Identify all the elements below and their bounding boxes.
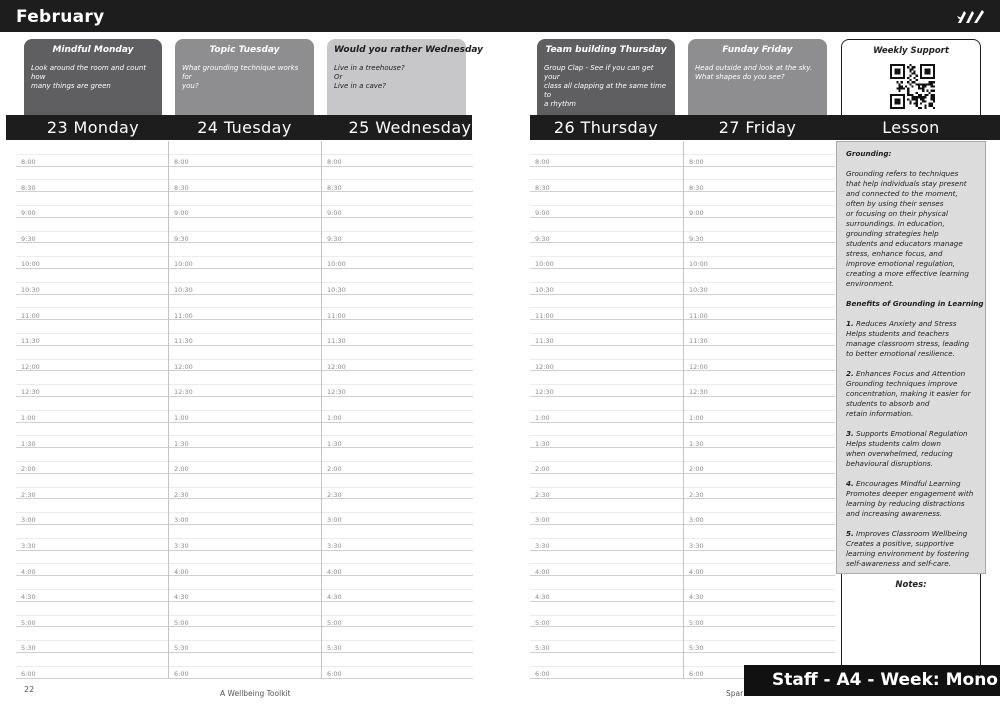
benefits-heading: Benefits of Grounding in Learning xyxy=(846,299,984,308)
time-slot-row[interactable] xyxy=(530,167,683,193)
time-slot-row[interactable] xyxy=(16,602,168,628)
time-label: 3:30 xyxy=(535,542,550,550)
time-slot-row[interactable] xyxy=(322,218,473,244)
time-label: 12:30 xyxy=(689,388,708,397)
time-slot-row[interactable] xyxy=(16,243,168,269)
footer-title-right: Spar xyxy=(726,689,744,698)
time-slot-row[interactable] xyxy=(530,602,683,628)
time-slot-row[interactable] xyxy=(322,371,473,397)
time-label: 8:30 xyxy=(21,183,36,192)
time-label: 5:00 xyxy=(689,618,704,627)
lesson-line: and connected to the moment, xyxy=(846,189,958,198)
time-slot-row[interactable] xyxy=(684,167,835,193)
time-slot-row[interactable] xyxy=(530,243,683,269)
prompt-title-friday: Funday Friday xyxy=(722,45,793,55)
time-label: 6:00 xyxy=(21,670,36,678)
time-slot-row[interactable] xyxy=(530,269,683,295)
time-slot-row[interactable] xyxy=(169,346,321,372)
benefit-title: 4. Encourages Mindful Learning xyxy=(846,479,961,488)
benefit-title: 5. Improves Classroom Wellbeing xyxy=(846,529,968,538)
prompt-line: you? xyxy=(182,82,199,90)
time-label: 3:00 xyxy=(327,516,342,525)
time-slot-row[interactable] xyxy=(684,474,835,500)
time-slot-row[interactable] xyxy=(530,423,683,449)
time-slot-row[interactable] xyxy=(169,192,321,218)
time-slot-row[interactable] xyxy=(530,346,683,372)
prompt-line: Group Clap - See if you can get your xyxy=(544,64,654,81)
lesson-line: improve emotional regulation, xyxy=(846,259,956,268)
time-label: 5:30 xyxy=(327,644,342,653)
benefit-line: when overwhelmed, reducing xyxy=(846,449,953,458)
time-label: 1:30 xyxy=(174,439,189,448)
time-label: 10:30 xyxy=(535,286,554,294)
time-label: 9:30 xyxy=(535,234,550,243)
benefit-line: self-awareness and self-care. xyxy=(846,559,951,568)
time-label: 8:00 xyxy=(174,158,189,166)
time-label: 2:00 xyxy=(535,465,550,474)
time-label: 3:30 xyxy=(327,542,342,550)
time-label: 5:00 xyxy=(21,618,36,627)
schedule-column-friday xyxy=(683,141,835,679)
benefit-line: learning by reducing distractions xyxy=(846,499,965,508)
time-label: 12:00 xyxy=(174,362,193,371)
day-label-thursday: 26 Thursday xyxy=(553,118,659,137)
lesson-line: environment. xyxy=(846,279,895,288)
benefit-line: manage classroom stress, leading xyxy=(846,339,970,348)
time-label: 9:30 xyxy=(21,234,36,243)
time-slot-row[interactable] xyxy=(169,371,321,397)
qr-code-icon[interactable] xyxy=(890,64,935,109)
time-label: 10:00 xyxy=(174,260,193,269)
time-slot-row[interactable] xyxy=(684,397,835,423)
time-slot-row[interactable] xyxy=(322,269,473,295)
prompt-card-tuesday xyxy=(175,39,314,115)
time-label: 12:00 xyxy=(535,362,554,371)
time-label: 2:00 xyxy=(21,465,36,474)
time-slot-row[interactable] xyxy=(322,141,473,167)
time-slot-row[interactable] xyxy=(169,525,321,551)
time-label: 9:00 xyxy=(174,209,189,218)
time-slot-row[interactable] xyxy=(322,474,473,500)
time-label: 6:00 xyxy=(689,670,704,678)
time-slot-row[interactable] xyxy=(530,551,683,577)
day-label-wednesday: 25 Wednesday xyxy=(348,118,472,137)
time-slot-row[interactable] xyxy=(16,346,168,372)
time-slot-row[interactable] xyxy=(684,141,835,167)
benefit-line: behavioural disruptions. xyxy=(846,459,933,468)
benefit-line: Helps students calm down xyxy=(846,439,941,448)
time-label: 6:00 xyxy=(327,670,342,678)
prompt-text-thursday xyxy=(544,64,668,109)
time-label: 9:30 xyxy=(689,234,704,243)
lesson-line: that help individuals stay present xyxy=(846,179,967,188)
time-label: 1:30 xyxy=(535,439,550,448)
notes-title: Notes: xyxy=(895,580,927,590)
lesson-line: grounding strategies help xyxy=(846,229,939,238)
time-slot-row[interactable] xyxy=(16,320,168,346)
time-label: 11:00 xyxy=(535,311,554,320)
prompt-text-tuesday xyxy=(182,64,307,91)
time-label: 5:30 xyxy=(174,644,189,653)
benefits-list xyxy=(846,309,976,569)
time-slot-row[interactable] xyxy=(530,141,683,167)
time-label: 1:00 xyxy=(21,414,36,422)
time-label: 9:30 xyxy=(174,234,189,243)
time-slot-row[interactable] xyxy=(684,525,835,551)
month-title: February xyxy=(16,7,105,27)
time-label: 11:30 xyxy=(535,337,554,346)
lesson-line: creating a more effective learning xyxy=(846,269,969,278)
time-label: 4:00 xyxy=(535,567,550,576)
time-label: 3:00 xyxy=(21,516,36,525)
time-label: 9:30 xyxy=(327,234,342,243)
time-label: 11:00 xyxy=(689,311,708,320)
time-slot-row[interactable] xyxy=(16,525,168,551)
time-label: 1:00 xyxy=(174,414,189,422)
edition-badge: Staff - A4 - Week: Mono xyxy=(744,665,1000,696)
time-slot-row[interactable] xyxy=(684,295,835,321)
time-slot-row[interactable] xyxy=(322,397,473,423)
benefit-line: Promotes deeper engagement with xyxy=(846,489,974,498)
time-label: 1:30 xyxy=(689,439,704,448)
time-label: 1:30 xyxy=(327,439,342,448)
time-label: 8:00 xyxy=(689,158,704,166)
time-label: 9:00 xyxy=(689,209,704,218)
spark-logo-icon xyxy=(956,8,986,26)
time-slot-row[interactable] xyxy=(169,474,321,500)
time-slot-row[interactable] xyxy=(322,423,473,449)
weekly-support-card xyxy=(841,39,981,115)
notes-box[interactable] xyxy=(841,574,981,679)
time-slot-row[interactable] xyxy=(684,218,835,244)
time-label: 11:00 xyxy=(174,311,193,320)
time-label: 4:00 xyxy=(21,567,36,576)
time-slot-row[interactable] xyxy=(169,499,321,525)
prompt-line: What grounding technique works for xyxy=(182,64,299,81)
time-label: 2:00 xyxy=(689,465,704,474)
benefit-line: Grounding techniques improve xyxy=(846,379,958,388)
prompt-text-friday xyxy=(695,64,820,82)
time-label: 10:30 xyxy=(174,286,193,294)
time-slot-row[interactable] xyxy=(16,576,168,602)
benefit-line: concentration, making it easier for xyxy=(846,389,971,398)
time-label: 10:30 xyxy=(21,286,40,294)
time-label: 12:30 xyxy=(21,388,40,397)
time-slot-row[interactable] xyxy=(16,397,168,423)
time-label: 8:00 xyxy=(535,158,550,166)
prompt-title-monday: Mindful Monday xyxy=(52,45,134,55)
prompt-title-tuesday: Topic Tuesday xyxy=(209,45,280,55)
prompt-line: Look around the room and count how xyxy=(31,64,147,81)
time-slot-row[interactable] xyxy=(16,474,168,500)
time-slot-row[interactable] xyxy=(684,576,835,602)
time-slot-row[interactable] xyxy=(16,448,168,474)
time-label: 12:30 xyxy=(535,388,554,397)
time-label: 11:30 xyxy=(174,337,193,346)
time-label: 5:30 xyxy=(21,644,36,653)
lesson-line: surroundings. In education, xyxy=(846,219,945,228)
time-label: 6:00 xyxy=(535,670,550,678)
time-label: 12:00 xyxy=(327,362,346,371)
time-label: 8:00 xyxy=(327,158,342,166)
benefit-line: and increasing awareness. xyxy=(846,509,943,518)
time-slot-row[interactable] xyxy=(16,653,168,679)
prompt-line: Head outside and look at the sky. xyxy=(695,64,813,72)
time-label: 8:30 xyxy=(689,183,704,192)
time-label: 10:00 xyxy=(327,260,346,269)
lesson-line: or focusing on their physical xyxy=(846,209,948,218)
time-label: 10:30 xyxy=(689,286,708,294)
time-slot-row[interactable] xyxy=(530,371,683,397)
time-slot-row[interactable] xyxy=(16,269,168,295)
lesson-line: stress, enhance focus, and xyxy=(846,249,943,258)
time-label: 2:00 xyxy=(174,465,189,474)
prompt-line: Or xyxy=(334,73,343,81)
time-slot-row[interactable] xyxy=(530,218,683,244)
time-slot-row[interactable] xyxy=(322,576,473,602)
time-slot-row[interactable] xyxy=(169,551,321,577)
time-slot-row[interactable] xyxy=(530,320,683,346)
benefit-line: retain information. xyxy=(846,409,914,418)
time-slot-row[interactable] xyxy=(684,243,835,269)
time-label: 3:00 xyxy=(689,516,704,525)
time-slot-row[interactable] xyxy=(16,499,168,525)
time-slot-row[interactable] xyxy=(169,141,321,167)
time-slot-row[interactable] xyxy=(684,602,835,628)
prompt-line: a rhythm xyxy=(544,100,576,108)
time-slot-row[interactable] xyxy=(169,602,321,628)
page-number: 22 xyxy=(24,685,35,694)
time-slot-row[interactable] xyxy=(322,448,473,474)
time-slot-row[interactable] xyxy=(16,218,168,244)
time-label: 11:30 xyxy=(327,337,346,346)
time-slot-row[interactable] xyxy=(322,653,473,679)
time-label: 4:30 xyxy=(535,593,550,602)
time-label: 2:30 xyxy=(689,490,704,499)
benefit-title: 2. Enhances Focus and Attention xyxy=(846,369,966,378)
prompt-line: many things are green xyxy=(31,82,111,90)
time-label: 3:00 xyxy=(174,516,189,525)
lesson-intro xyxy=(846,169,976,289)
time-label: 11:30 xyxy=(689,337,708,346)
time-slot-row[interactable] xyxy=(16,627,168,653)
time-label: 10:30 xyxy=(327,286,346,294)
time-label: 11:00 xyxy=(327,311,346,320)
time-slot-row[interactable] xyxy=(684,448,835,474)
benefit-line: Helps students and teachers xyxy=(846,329,950,338)
time-slot-row[interactable] xyxy=(684,551,835,577)
time-slot-row[interactable] xyxy=(16,371,168,397)
time-label: 5:00 xyxy=(535,618,550,627)
time-slot-row[interactable] xyxy=(322,627,473,653)
time-slot-row[interactable] xyxy=(169,295,321,321)
time-slot-row[interactable] xyxy=(322,295,473,321)
time-label: 3:30 xyxy=(21,542,36,550)
time-label: 5:00 xyxy=(174,618,189,627)
time-label: 3:30 xyxy=(174,542,189,550)
day-label-monday: 23 Monday xyxy=(46,118,140,137)
time-label: 4:00 xyxy=(689,567,704,576)
time-label: 12:30 xyxy=(174,388,193,397)
time-slot-row[interactable] xyxy=(684,320,835,346)
time-slot-row[interactable] xyxy=(169,423,321,449)
time-slot-row[interactable] xyxy=(169,653,321,679)
time-slot-row[interactable] xyxy=(684,269,835,295)
schedule-column-monday xyxy=(16,141,168,679)
time-slot-row[interactable] xyxy=(169,218,321,244)
prompt-card-monday xyxy=(24,39,162,115)
time-slot-row[interactable] xyxy=(169,576,321,602)
time-slot-row[interactable] xyxy=(169,243,321,269)
benefit-title: 1. Reduces Anxiety and Stress xyxy=(846,319,957,328)
lesson-line: often by using their senses xyxy=(846,199,944,208)
time-slot-row[interactable] xyxy=(684,346,835,372)
prompt-title-wednesday: Would you rather Wednesday xyxy=(334,45,484,55)
time-label: 8:30 xyxy=(535,183,550,192)
time-slot-row[interactable] xyxy=(322,499,473,525)
benefit-line: Creates a positive, supportive xyxy=(846,539,954,548)
prompt-card-wednesday xyxy=(327,39,484,115)
time-label: 1:00 xyxy=(535,414,550,422)
time-label: 1:30 xyxy=(21,439,36,448)
lesson-line: Grounding refers to techniques xyxy=(846,169,959,178)
time-label: 5:30 xyxy=(535,644,550,653)
time-slot-row[interactable] xyxy=(322,320,473,346)
schedule-column-wednesday xyxy=(321,141,473,679)
time-label: 4:30 xyxy=(174,593,189,602)
time-slot-row[interactable] xyxy=(169,397,321,423)
time-slot-row[interactable] xyxy=(322,346,473,372)
time-slot-row[interactable] xyxy=(530,295,683,321)
time-label: 1:00 xyxy=(689,414,704,422)
time-label: 9:00 xyxy=(535,209,550,218)
time-label: 3:00 xyxy=(535,516,550,525)
footer-title: A Wellbeing Toolkit xyxy=(220,689,291,698)
benefit-title: 3. Supports Emotional Regulation xyxy=(846,429,968,438)
day-label-tuesday: 24 Tuesday xyxy=(197,118,292,137)
time-slot-row[interactable] xyxy=(16,192,168,218)
time-label: 2:30 xyxy=(535,490,550,499)
benefit-line: to better emotional resilience. xyxy=(846,349,955,358)
time-label: 1:00 xyxy=(327,414,342,422)
time-label: 8:30 xyxy=(327,183,342,192)
lesson-panel xyxy=(836,141,986,574)
time-label: 10:00 xyxy=(535,260,554,269)
time-label: 12:00 xyxy=(21,362,40,371)
time-slot-row[interactable] xyxy=(684,371,835,397)
time-slot-row[interactable] xyxy=(530,499,683,525)
prompt-text-wednesday xyxy=(334,64,459,91)
time-label: 2:30 xyxy=(174,490,189,499)
time-slot-row[interactable] xyxy=(530,576,683,602)
time-slot-row[interactable] xyxy=(322,602,473,628)
time-label: 11:30 xyxy=(21,337,40,346)
time-label: 5:00 xyxy=(327,618,342,627)
time-label: 4:30 xyxy=(689,593,704,602)
time-slot-row[interactable] xyxy=(530,525,683,551)
prompt-line: class all clapping at the same time to xyxy=(544,82,667,99)
time-slot-row[interactable] xyxy=(530,653,683,679)
time-label: 2:30 xyxy=(21,490,36,499)
time-label: 12:00 xyxy=(689,362,708,371)
day-label-lesson: Lesson xyxy=(882,118,940,137)
time-slot-row[interactable] xyxy=(169,167,321,193)
time-slot-row[interactable] xyxy=(169,320,321,346)
time-slot-row[interactable] xyxy=(16,295,168,321)
time-slot-row[interactable] xyxy=(16,551,168,577)
time-slot-row[interactable] xyxy=(530,627,683,653)
time-label: 10:00 xyxy=(689,260,708,269)
time-slot-row[interactable] xyxy=(169,269,321,295)
time-label: 12:30 xyxy=(327,388,346,397)
time-label: 8:30 xyxy=(174,183,189,192)
time-label: 4:00 xyxy=(327,567,342,576)
time-slot-row[interactable] xyxy=(684,627,835,653)
prompt-card-thursday xyxy=(537,39,675,115)
time-slot-row[interactable] xyxy=(322,167,473,193)
time-slot-row[interactable] xyxy=(530,397,683,423)
prompt-line: What shapes do you see? xyxy=(695,73,785,81)
time-label: 6:00 xyxy=(174,670,189,678)
time-slot-row[interactable] xyxy=(322,192,473,218)
day-label-friday: 27 Friday xyxy=(718,118,797,137)
schedule-column-thursday xyxy=(530,141,683,679)
time-label: 2:00 xyxy=(327,465,342,474)
time-slot-row[interactable] xyxy=(16,167,168,193)
time-label: 4:30 xyxy=(21,593,36,602)
lesson-line: students and educators manage xyxy=(846,239,963,248)
time-slot-row[interactable] xyxy=(16,423,168,449)
time-label: 3:30 xyxy=(689,542,704,550)
time-label: 11:00 xyxy=(21,311,40,320)
schedule-column-tuesday xyxy=(168,141,321,679)
time-slot-row[interactable] xyxy=(322,551,473,577)
time-label: 5:30 xyxy=(689,644,704,653)
benefit-line: students to absorb and xyxy=(846,399,930,408)
top-bar xyxy=(0,0,1000,32)
time-label: 9:00 xyxy=(327,209,342,218)
time-slot-row[interactable] xyxy=(684,192,835,218)
lesson-heading: Grounding: xyxy=(846,149,892,158)
time-slot-row[interactable] xyxy=(684,423,835,449)
time-label: 2:30 xyxy=(327,490,342,499)
weekly-support-title: Weekly Support xyxy=(873,46,949,56)
prompt-card-friday xyxy=(688,39,827,115)
prompt-line: Live in a cave? xyxy=(334,82,386,90)
benefit-line: learning environment by fostering xyxy=(846,549,970,558)
time-slot-row[interactable] xyxy=(169,448,321,474)
time-slot-row[interactable] xyxy=(322,243,473,269)
time-slot-row[interactable] xyxy=(530,192,683,218)
time-slot-row[interactable] xyxy=(684,499,835,525)
time-slot-row[interactable] xyxy=(530,474,683,500)
time-slot-row[interactable] xyxy=(169,627,321,653)
time-slot-row[interactable] xyxy=(16,141,168,167)
time-label: 4:30 xyxy=(327,593,342,602)
time-slot-row[interactable] xyxy=(530,448,683,474)
time-label: 4:00 xyxy=(174,567,189,576)
prompt-title-thursday: Team building Thursday xyxy=(545,45,667,55)
time-slot-row[interactable] xyxy=(322,525,473,551)
prompt-line: Live in a treehouse? xyxy=(334,64,405,72)
time-label: 10:00 xyxy=(21,260,40,269)
prompt-text-monday xyxy=(31,64,155,91)
time-label: 8:00 xyxy=(21,158,36,166)
time-label: 9:00 xyxy=(21,209,36,218)
